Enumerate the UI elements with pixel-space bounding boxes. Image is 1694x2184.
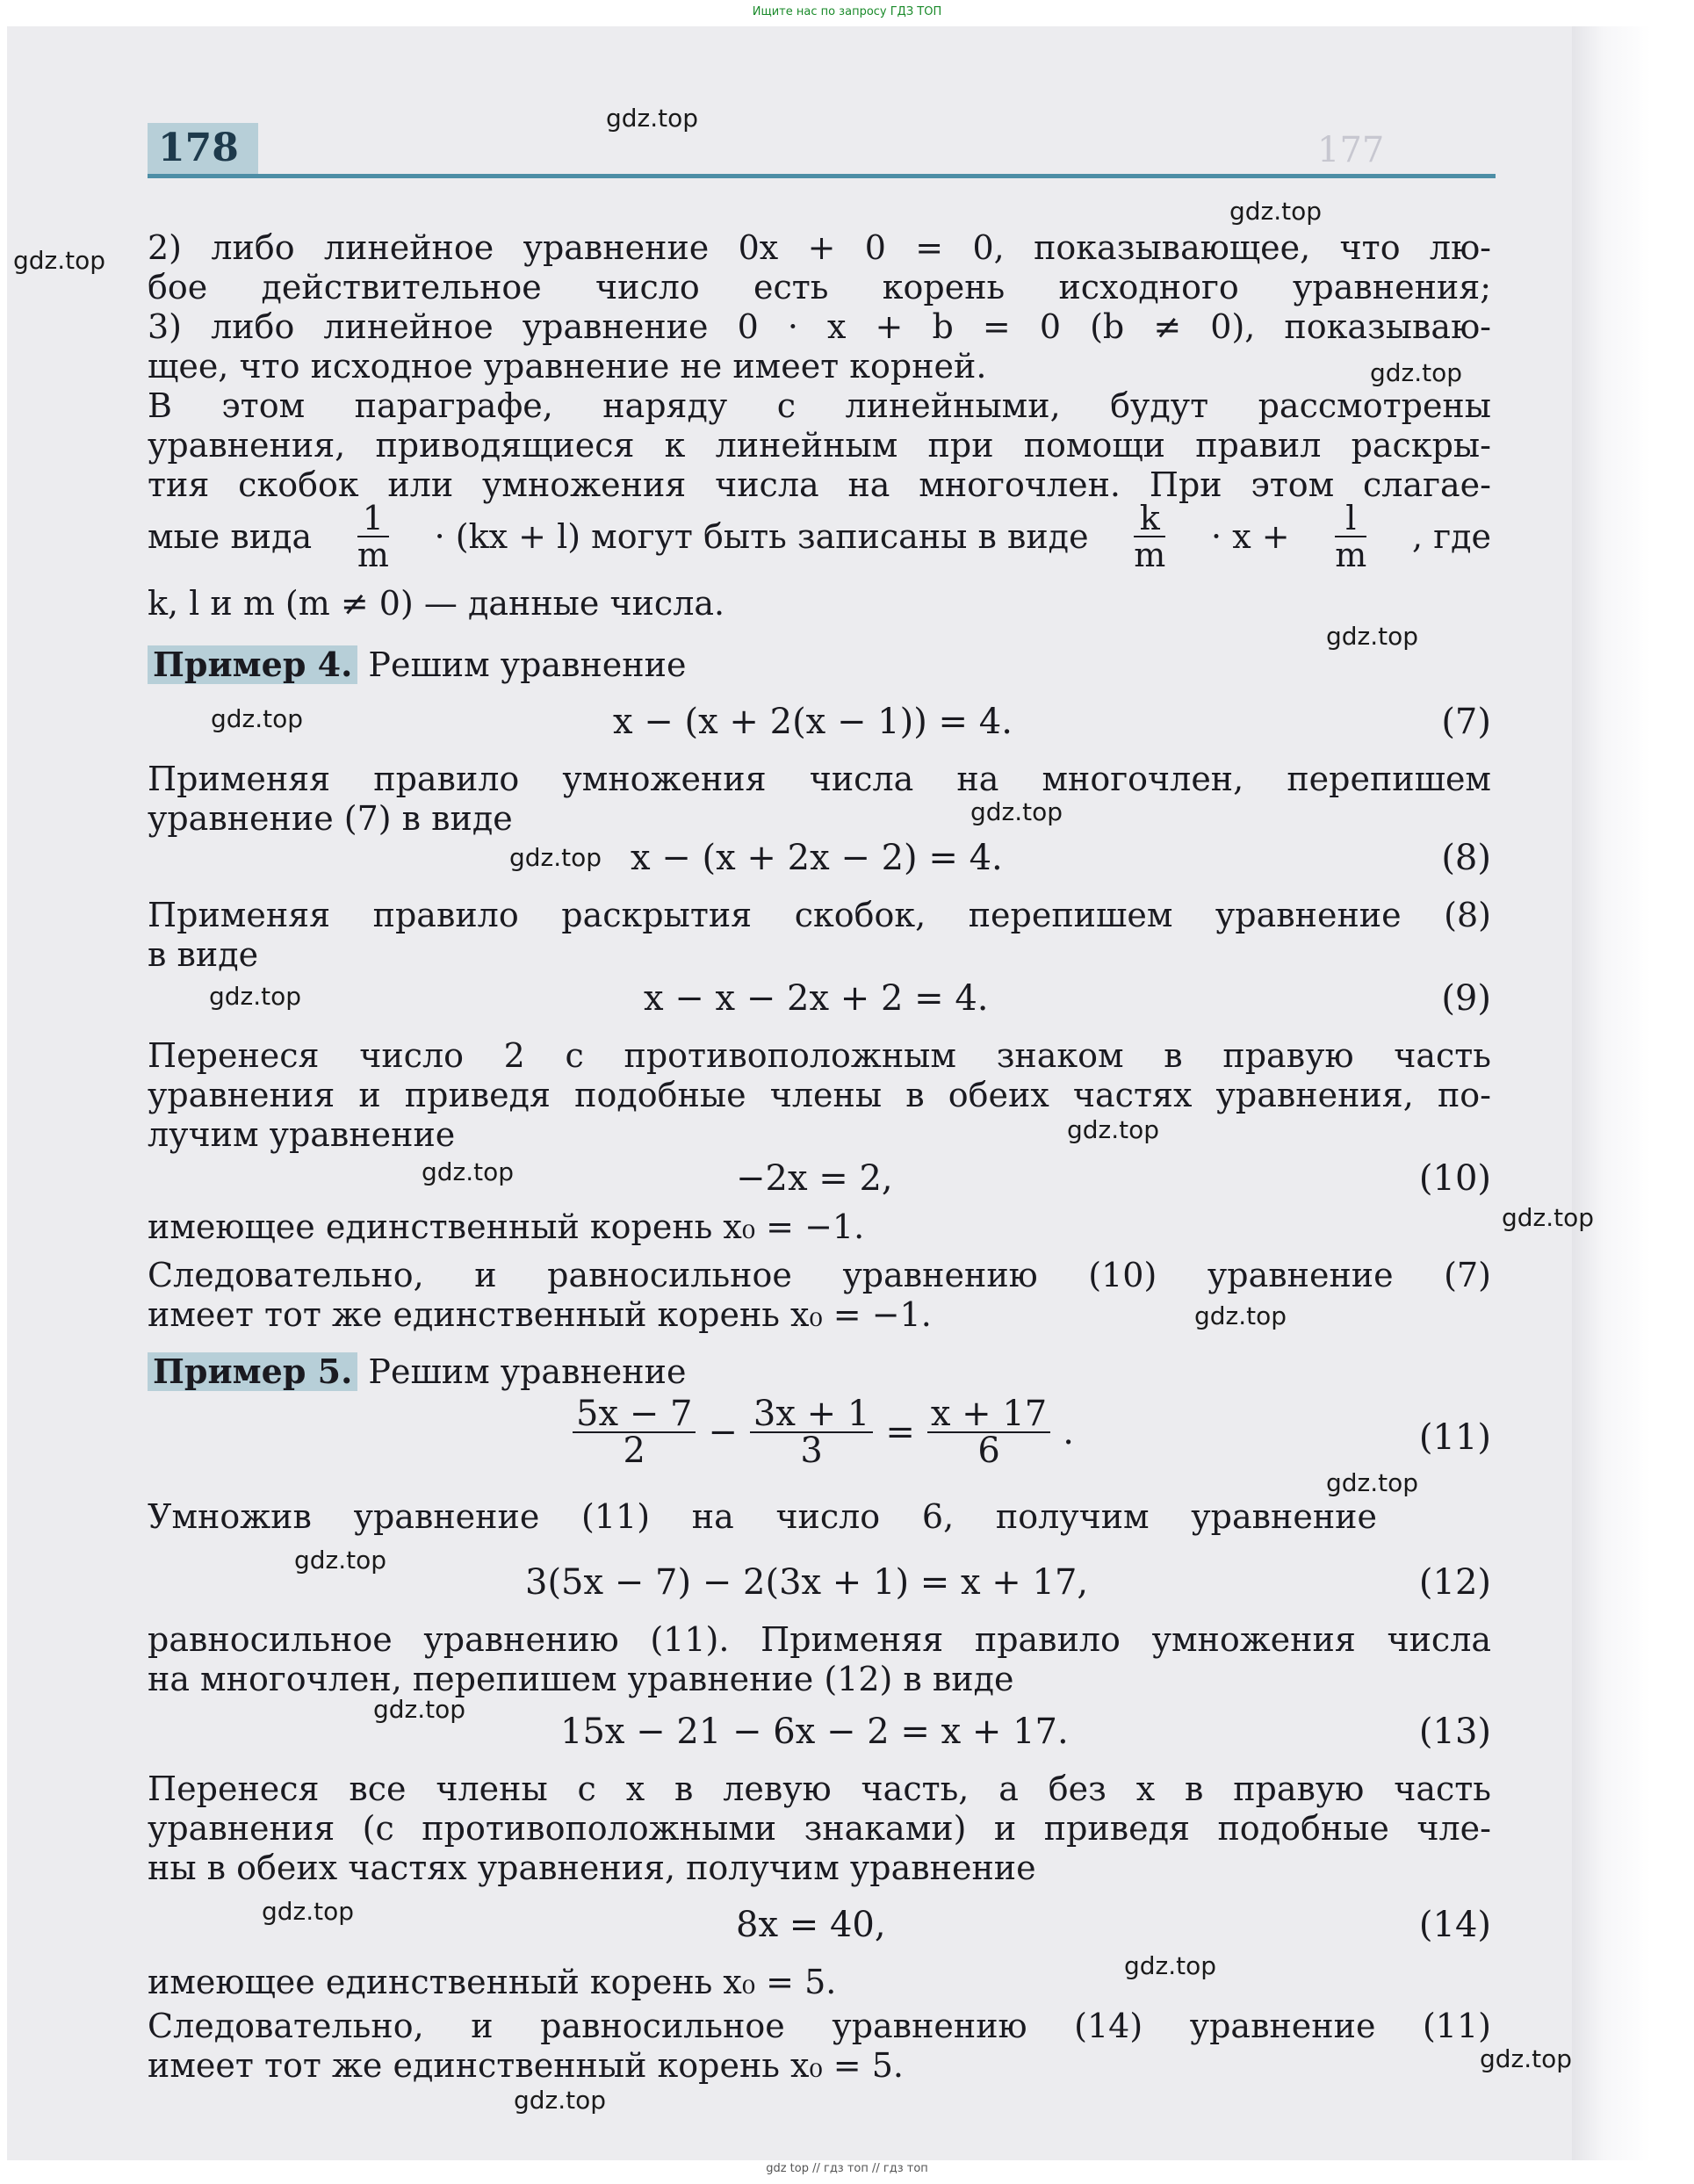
text-line: имеет тот же единственный корень x₀ = −1. [148,1295,932,1334]
watermark: gdz.top [1370,358,1463,387]
text-segment: · x + [1211,517,1290,556]
example-heading [148,645,686,684]
watermark: gdz.top [1067,1115,1160,1144]
equation: 15x − 21 − 6x − 2 = x + 17. [560,1712,1069,1752]
text-line: k, l и m (m ≠ 0) — данные числа. [148,584,725,623]
fraction [1134,501,1165,573]
watermark: gdz.top [13,246,106,275]
watermark: gdz.top [1480,2044,1573,2073]
text-line: Следовательно, и равносильное уравнению (14) уравнение (11) [148,2007,1491,2045]
text-line: уравнения, приводящиеся к линейным при помощи правил раскры- [148,426,1491,465]
fraction-numerator: 1 [357,501,389,537]
equation-number: (9) [1441,978,1491,1019]
text-line: равносильное уравнению (11). Применяя правило умножения числа [148,1620,1491,1659]
page-edge [1572,26,1651,2160]
watermark: gdz.top [1326,1468,1419,1497]
equation-number: (7) [1441,702,1491,742]
fraction [750,1394,873,1471]
fraction-denominator: m [357,536,389,574]
equation: −2x = 2, [736,1158,893,1199]
text-segment: мые вида [148,517,313,556]
fraction-denominator: 6 [977,1431,1000,1471]
text-line: уравнения и приведя подобные члены в обеих частях уравнения, по- [148,1076,1491,1114]
fraction-numerator: l [1335,501,1366,537]
example-text: Решим уравнение [368,1352,687,1391]
watermark: gdz.top [970,797,1063,826]
example-heading [148,1352,686,1391]
equation-number: (12) [1418,1562,1491,1603]
bleed-through-page-number: 177 [1317,130,1385,170]
text-line: 3) либо линейное уравнение 0 · x + b = 0 (b ≠ 0), показываю- [148,307,1491,346]
text-line: бое действительное число есть корень исходного уравнения; [148,268,1491,306]
text-line: уравнения (с противоположными знаками) и приведя подобные чле- [148,1809,1491,1848]
fraction-denominator: m [1134,536,1166,574]
watermark: gdz.top [1502,1203,1595,1232]
fraction-numerator: 5x − 7 [573,1396,696,1433]
top-banner: Ищите нас по запросу ГДЗ ТОП [752,5,942,18]
text-line: Умножив уравнение (11) на число 6, получим уравнение [148,1497,1377,1536]
text-line: имеющее единственный корень x₀ = 5. [148,1963,837,2001]
watermark: gdz.top [514,2086,607,2115]
text-line: ны в обеих частях уравнения, получим уравнение [148,1849,1036,1887]
watermark: gdz.top [211,704,304,733]
operator: − [708,1412,738,1452]
equation-number: (10) [1418,1158,1491,1199]
equation-number: (11) [1418,1417,1491,1458]
text-line: 2) либо линейное уравнение 0x + 0 = 0, показывающее, что лю- [148,228,1491,267]
watermark: gdz.top [422,1157,515,1186]
operator: = [885,1412,915,1452]
equation: 8x = 40, [736,1905,886,1945]
text-line: Применяя правило раскрытия скобок, перепишем уравнение (8) [148,896,1491,934]
watermark: gdz.top [1229,197,1323,226]
text-line: Перенеся число 2 с противоположным знаком в правую часть [148,1036,1491,1075]
operator: . [1063,1412,1074,1452]
text-line: лучим уравнение [148,1115,456,1154]
example-label: Пример 5. [148,1352,357,1391]
text-line: щее, что исходное уравнение не имеет корней. [148,347,987,386]
equation: x − x − 2x + 2 = 4. [644,978,989,1019]
equation-number: (13) [1418,1712,1491,1752]
text-line: Перенеся все члены с x в левую часть, а без x в правую часть [148,1770,1491,1808]
watermark: gdz.top [1124,1951,1217,1980]
watermark: gdz.top [373,1695,466,1724]
text-segment: , где [1412,517,1491,556]
fraction-denominator: 2 [623,1431,645,1471]
text-segment: · (kx + l) могут быть записаны в виде [434,517,1089,556]
watermark: gdz.top [209,982,302,1011]
fraction-text-line [148,501,1491,573]
fraction [357,501,389,573]
equation-number: (8) [1441,838,1491,878]
fraction-denominator: 3 [800,1431,823,1471]
fraction [1335,501,1366,573]
text-line: на многочлен, перепишем уравнение (12) в виде [148,1660,1014,1698]
fraction-denominator: m [1335,536,1367,574]
fraction-numerator: x + 17 [927,1396,1050,1433]
text-line: Следовательно, и равносильное уравнению (10) уравнение (7) [148,1256,1491,1294]
watermark: gdz.top [294,1546,387,1575]
equation-fractions [569,1394,1074,1471]
fraction [927,1394,1050,1471]
equation: x − (x + 2x − 2) = 4. [631,838,1003,878]
text-line: уравнение (7) в виде [148,799,513,838]
text-line: тия скобок или умножения числа на многочлен. При этом слагае- [148,465,1491,504]
text-line: В этом параграфе, наряду с линейными, будут рассмотрены [148,386,1491,425]
equation: 3(5x − 7) − 2(3x + 1) = x + 17, [525,1562,1089,1603]
equation: x − (x + 2(x − 1)) = 4. [613,702,1013,742]
page-body [148,0,1491,2160]
text-line: Применяя правило умножения числа на многочлен, перепишем [148,760,1491,798]
watermark: gdz.top [606,104,699,133]
text-line: в виде [148,935,259,974]
fraction-numerator: 3x + 1 [750,1396,873,1433]
example-label: Пример 4. [148,645,357,684]
example-text: Решим уравнение [368,645,687,684]
page-number: 178 [148,123,258,174]
watermark: gdz.top [1326,622,1419,651]
bottom-banner: gdz top // гдз топ // гдз топ [766,2162,928,2175]
watermark: gdz.top [509,843,602,872]
text-line: имеет тот же единственный корень x₀ = 5. [148,2046,904,2085]
text-line: имеющее единственный корень x₀ = −1. [148,1207,865,1246]
watermark: gdz.top [1194,1301,1287,1330]
fraction [573,1394,696,1471]
fraction-numerator: k [1134,501,1165,537]
watermark: gdz.top [262,1897,355,1926]
equation-number: (14) [1418,1905,1491,1945]
